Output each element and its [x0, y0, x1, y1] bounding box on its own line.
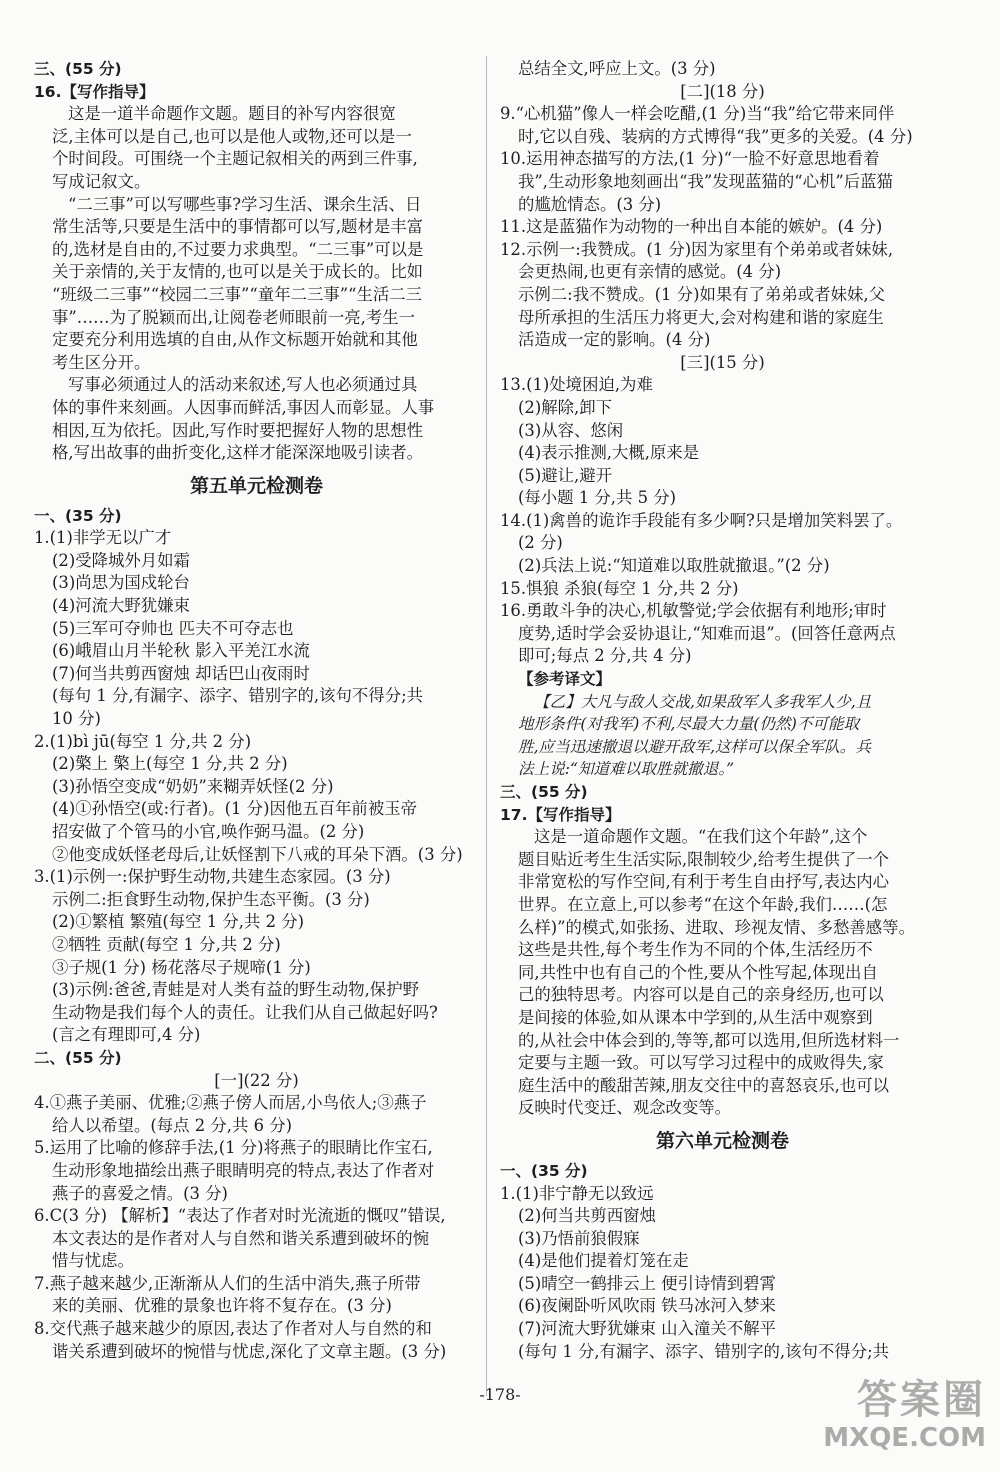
text-line: (2)解除,卸下	[518, 397, 612, 417]
text-line: (6)夜阑卧听风吹雨 铁马冰河入梦来	[518, 1296, 776, 1316]
text-line: (4)是他们提着灯笼在走	[518, 1251, 689, 1271]
text-line: 本文表达的是作者对人与自然和谐关系遭到破坏的惋	[52, 1228, 429, 1248]
text-line: 8.交代燕子越来越少的原因,表达了作者对人与自然的和	[34, 1319, 432, 1339]
text-line: 我”,生动形象地刻画出“我”发现蓝猫的“心机”后蓝猫	[518, 171, 893, 191]
text-line: (4)表示推测,大概,原来是	[518, 443, 700, 463]
text-line: 这是一道命题作文题。“在我们这个年龄”,这个	[534, 827, 868, 847]
text-line: 【参考译文】	[518, 670, 612, 689]
text-line: 度势,适时学会妥协退让,“知难而退”。(回答任意两点	[518, 623, 896, 643]
text-line: (2 分)	[518, 533, 563, 553]
text-line: ③子规(1 分) 杨花落尽子规啼(1 分)	[52, 957, 311, 977]
text-line: 招安做了个管马的小官,唤作弼马温。(2 分)	[52, 822, 365, 841]
section-heading: 第五单元检测卷	[189, 474, 323, 497]
section-heading: 第六单元检测卷	[655, 1129, 789, 1152]
text-line: (3)孙悟空变成“奶奶”来糊弄妖怪(2 分)	[52, 776, 334, 796]
text-line: 3.(1)示例一:保护野生动物,共建生态家园。(3 分)	[34, 867, 391, 887]
text-line: 反映时代变迁、观念改变等。	[518, 1098, 732, 1118]
text-line: (2)受降城外月如霜	[52, 550, 190, 570]
text-line: (3)乃悟前狼假寐	[518, 1228, 640, 1248]
text-line: 地形条件(对我军)不利,尽最大力量(仍然)不可能取	[518, 715, 860, 734]
text-line: 事”……为了脱颖而出,让阅卷老师眼前一亮,考生一	[52, 307, 416, 327]
text-line: 的尴尬情态。(3 分)	[518, 194, 662, 214]
text-line: (每句 1 分,有漏字、添字、错别字的,该句不得分;共	[518, 1341, 889, 1361]
text-line: 的,从社会中体会到的,等等,都可以选用,但所选材料一	[518, 1030, 900, 1050]
text-line: (2)兵法上说:“知道难以取胜就撤退。”(2 分)	[518, 556, 830, 576]
text-line: 9.“心机猫”像人一样会吃醋,(1 分)当“我”给它带来同伴	[500, 104, 895, 124]
text-line: 这是一道半命题作文题。题目的补写内容很宽	[68, 104, 396, 124]
text-line: 【乙】大凡与敌人交战,如果敌军人多我军人少,且	[534, 692, 872, 711]
text-line: 12.示例一:我赞成。(1 分)因为家里有个弟弟或者妹妹,	[500, 239, 894, 259]
watermark-bottom-text: MXQE.COM	[823, 1423, 986, 1453]
text-line: (7)何当共剪西窗烛 却话巴山夜雨时	[52, 663, 310, 683]
text-line: 13.(1)处境困迫,为难	[500, 375, 653, 395]
text-line: 定要与主题一致。可以写学习过程中的成败得失,家	[518, 1053, 884, 1073]
text-line: (每句 1 分,有漏字、添字、错别字的,该句不得分;共	[52, 686, 423, 706]
text-line: 己的独特思考。内容可以是自己的亲身经历,也可以	[518, 985, 884, 1005]
text-line: 惜与忧虑。	[52, 1251, 134, 1271]
text-line: (每小题 1 分,共 5 分)	[518, 488, 677, 508]
text-line: 1.(1)非宁静无以致远	[500, 1183, 654, 1203]
text-line: 1.(1)非学无以广才	[34, 528, 172, 548]
text-line: 生动形象地描绘出燕子眼睛明亮的特点,表达了作者对	[52, 1160, 435, 1180]
text-line: (3)示例:爸爸,青蛙是对人类有益的野生动物,保护野	[52, 980, 419, 1000]
text-line: 4.①燕子美丽、优雅;②燕子傍人而居,小鸟依人;③燕子	[34, 1093, 427, 1113]
text-line: 10.运用神态描写的方法,(1 分)“一脸不好意思地看着	[500, 149, 880, 169]
text-line: (3)从容、悠闲	[518, 420, 624, 440]
watermark-logo	[776, 1377, 986, 1462]
text-line: 2.(1)bì jū(每空 1 分,共 2 分)	[34, 731, 252, 751]
text-line: 胜,应当迅速撤退以避开敌军,这样可以保全军队。兵	[518, 737, 871, 756]
text-line: (4)①孙悟空(或:行者)。(1 分)因他五百年前被玉帝	[52, 799, 417, 819]
text-line: 15.惧狼 杀狼(每空 1 分,共 2 分)	[500, 578, 739, 598]
part-heading: 一、(35 分)	[34, 506, 122, 525]
text-line: 14.(1)禽兽的诡诈手段能有多少啊?只是增加笑料罢了。	[500, 510, 903, 530]
text-line: 相因,互为依托。因此,写作时要把握好人物的思想性	[52, 420, 424, 440]
text-line: [三](15 分)	[680, 352, 765, 372]
text-line: [一](22 分)	[214, 1070, 299, 1090]
text-line: 6.C(3 分) 【解析】“表达了作者对时光流逝的慨叹”错误,	[34, 1206, 446, 1226]
part-heading: 一、(35 分)	[500, 1161, 588, 1180]
text-line: 17.【写作指导】	[500, 805, 621, 824]
text-line: (5)避让,避开	[518, 465, 612, 485]
text-line: 写成记叙文。	[52, 171, 151, 191]
text-line: 总结全文,呼应上文。(3 分)	[518, 59, 716, 78]
text-line: 体的事件来刻画。人因事而鲜活,事因人而彰显。人事	[52, 397, 435, 417]
text-line: 示例二:我不赞成。(1 分)如果有了弟弟或者妹妹,父	[518, 284, 885, 304]
part-heading: 三、(55 分)	[34, 60, 122, 78]
text-line: 的,选材是自由的,不过要力求典型。“二三事”可以是	[52, 239, 424, 259]
text-line: 燕子的喜爱之情。(3 分)	[52, 1183, 228, 1203]
text-line: (6)峨眉山月半轮秋 影入平羌江水流	[52, 641, 310, 661]
text-line: 考生区分开。	[52, 352, 151, 372]
text-line: “班级二三事”“校园二三事”“童年二三事”“生活二三	[52, 284, 423, 304]
text-line: 活造成一定的影响。(4 分)	[518, 330, 711, 350]
text-line: 给人以希望。(每点 2 分,共 6 分)	[52, 1115, 292, 1135]
text-line: 法上说:“知道难以取胜就撤退。”	[518, 760, 735, 779]
text-line: (7)河流大野犹嫌束 山入潼关不解平	[518, 1319, 776, 1339]
text-line: 定要充分利用选填的自由,从作文标题开始就和其他	[52, 330, 418, 350]
text-line: 么样)”的模式,如张扬、进取、珍视友情、多愁善感等。	[518, 917, 915, 937]
text-line: (2)①繁植 繁殖(每空 1 分,共 2 分)	[52, 912, 305, 932]
text-line: 10 分)	[52, 709, 101, 729]
text-line: 世界。在立意上,可以参考“在这个年龄,我们……(怎	[518, 894, 888, 914]
text-line: 16.勇敢斗争的决心,机敏警觉;学会依据有利地形;审时	[500, 601, 887, 621]
text-line: 母所承担的生活压力将更大,会对构建和谐的家庭生	[518, 307, 884, 327]
text-line: 即可;每点 2 分,共 4 分)	[518, 646, 692, 666]
text-line: 同,共性中也有自己的个性,要从个性写起,体现出自	[518, 962, 878, 982]
column-divider	[486, 56, 487, 1396]
text-line: 泛,主体可以是自己,也可以是他人或物,还可以是一	[52, 126, 412, 146]
text-line: ②他变成妖怪老母后,让妖怪割下八戒的耳朵下酒。(3 分)	[52, 844, 463, 864]
text-line: 生动物是我们每个人的责任。让我们从自己做起好吗?	[52, 1002, 438, 1022]
text-line: 来的美丽、优雅的景象也许将不复存在。(3 分)	[52, 1296, 392, 1316]
text-line: (2)何当共剪西窗烛	[518, 1206, 656, 1226]
text-line: (4)河流大野犹嫌束	[52, 596, 190, 616]
text-line: (3)尚思为国戍轮台	[52, 573, 190, 593]
text-line: 关于亲情的,关于友情的,也可以是关于成长的。比如	[52, 262, 424, 282]
text-line: (5)三军可夺帅也 匹夫不可夺志也	[52, 618, 294, 638]
part-heading: 三、(55 分)	[500, 783, 588, 801]
text-line: 常生活等,只要是生活中的事情都可以写,题材是丰富	[52, 217, 424, 237]
text-line: 5.运用了比喻的修辞手法,(1 分)将燕子的眼睛比作宝石,	[34, 1138, 433, 1158]
text-line: 会更热闹,也更有亲情的感觉。(4 分)	[518, 262, 782, 282]
text-line: 谐关系遭到破坏的惋惜与忧虑,深化了文章主题。(3 分)	[52, 1341, 447, 1361]
text-line: 题目贴近考生生活实际,限制较少,给考生提供了一个	[518, 849, 890, 869]
text-line: 7.燕子越来越少,正渐渐从人们的生活中消失,燕子所带	[34, 1273, 421, 1293]
text-line: 时,它以自残、装病的方式博得“我”更多的关爱。(4 分)	[518, 126, 913, 146]
text-line: “二三事”可以写哪些事?学习生活、课余生活、日	[68, 194, 422, 214]
text-line: 16.【写作指导】	[34, 82, 155, 101]
text-line: 是间接的体验,如从课本中学到的,从生活中观察到	[518, 1007, 873, 1027]
text-line: 11.这是蓝猫作为动物的一种出自本能的嫉妒。(4 分)	[500, 217, 883, 237]
text-line: 个时间段。可围绕一个主题记叙相关的两到三件事,	[52, 149, 418, 169]
text-line: (言之有理即可,4 分)	[52, 1025, 201, 1045]
text-line: ②牺牲 贡献(每空 1 分,共 2 分)	[52, 934, 281, 954]
text-line: 庭生活中的酸甜苦辣,朋友交往中的喜怒哀乐,也可以	[518, 1075, 890, 1095]
text-line: 示例二:拒食野生动物,保护生态平衡。(3 分)	[52, 889, 370, 909]
text-line: [二](18 分)	[680, 81, 765, 101]
text-line: 格,写出故事的曲折变化,这样才能深深地吸引读者。	[52, 443, 424, 463]
text-line: 非常宽松的写作空间,有利于考生自由抒写,表达内心	[518, 872, 890, 892]
text-line: (5)晴空一鹤排云上 便引诗情到碧霄	[518, 1273, 776, 1293]
part-heading: 二、(55 分)	[34, 1048, 122, 1067]
text-line: (2)檠上 檠上(每空 1 分,共 2 分)	[52, 754, 288, 774]
text-line: 这些是共性,每个考生作为不同的个体,生活经历不	[518, 940, 873, 960]
page-number: -178-	[479, 1385, 521, 1404]
left-column	[34, 58, 479, 1363]
text-line: 写事必须通过人的活动来叙述,写人也必须通过具	[68, 375, 418, 395]
watermark-top-text: 答案圈	[857, 1377, 986, 1423]
right-column	[500, 58, 945, 1363]
